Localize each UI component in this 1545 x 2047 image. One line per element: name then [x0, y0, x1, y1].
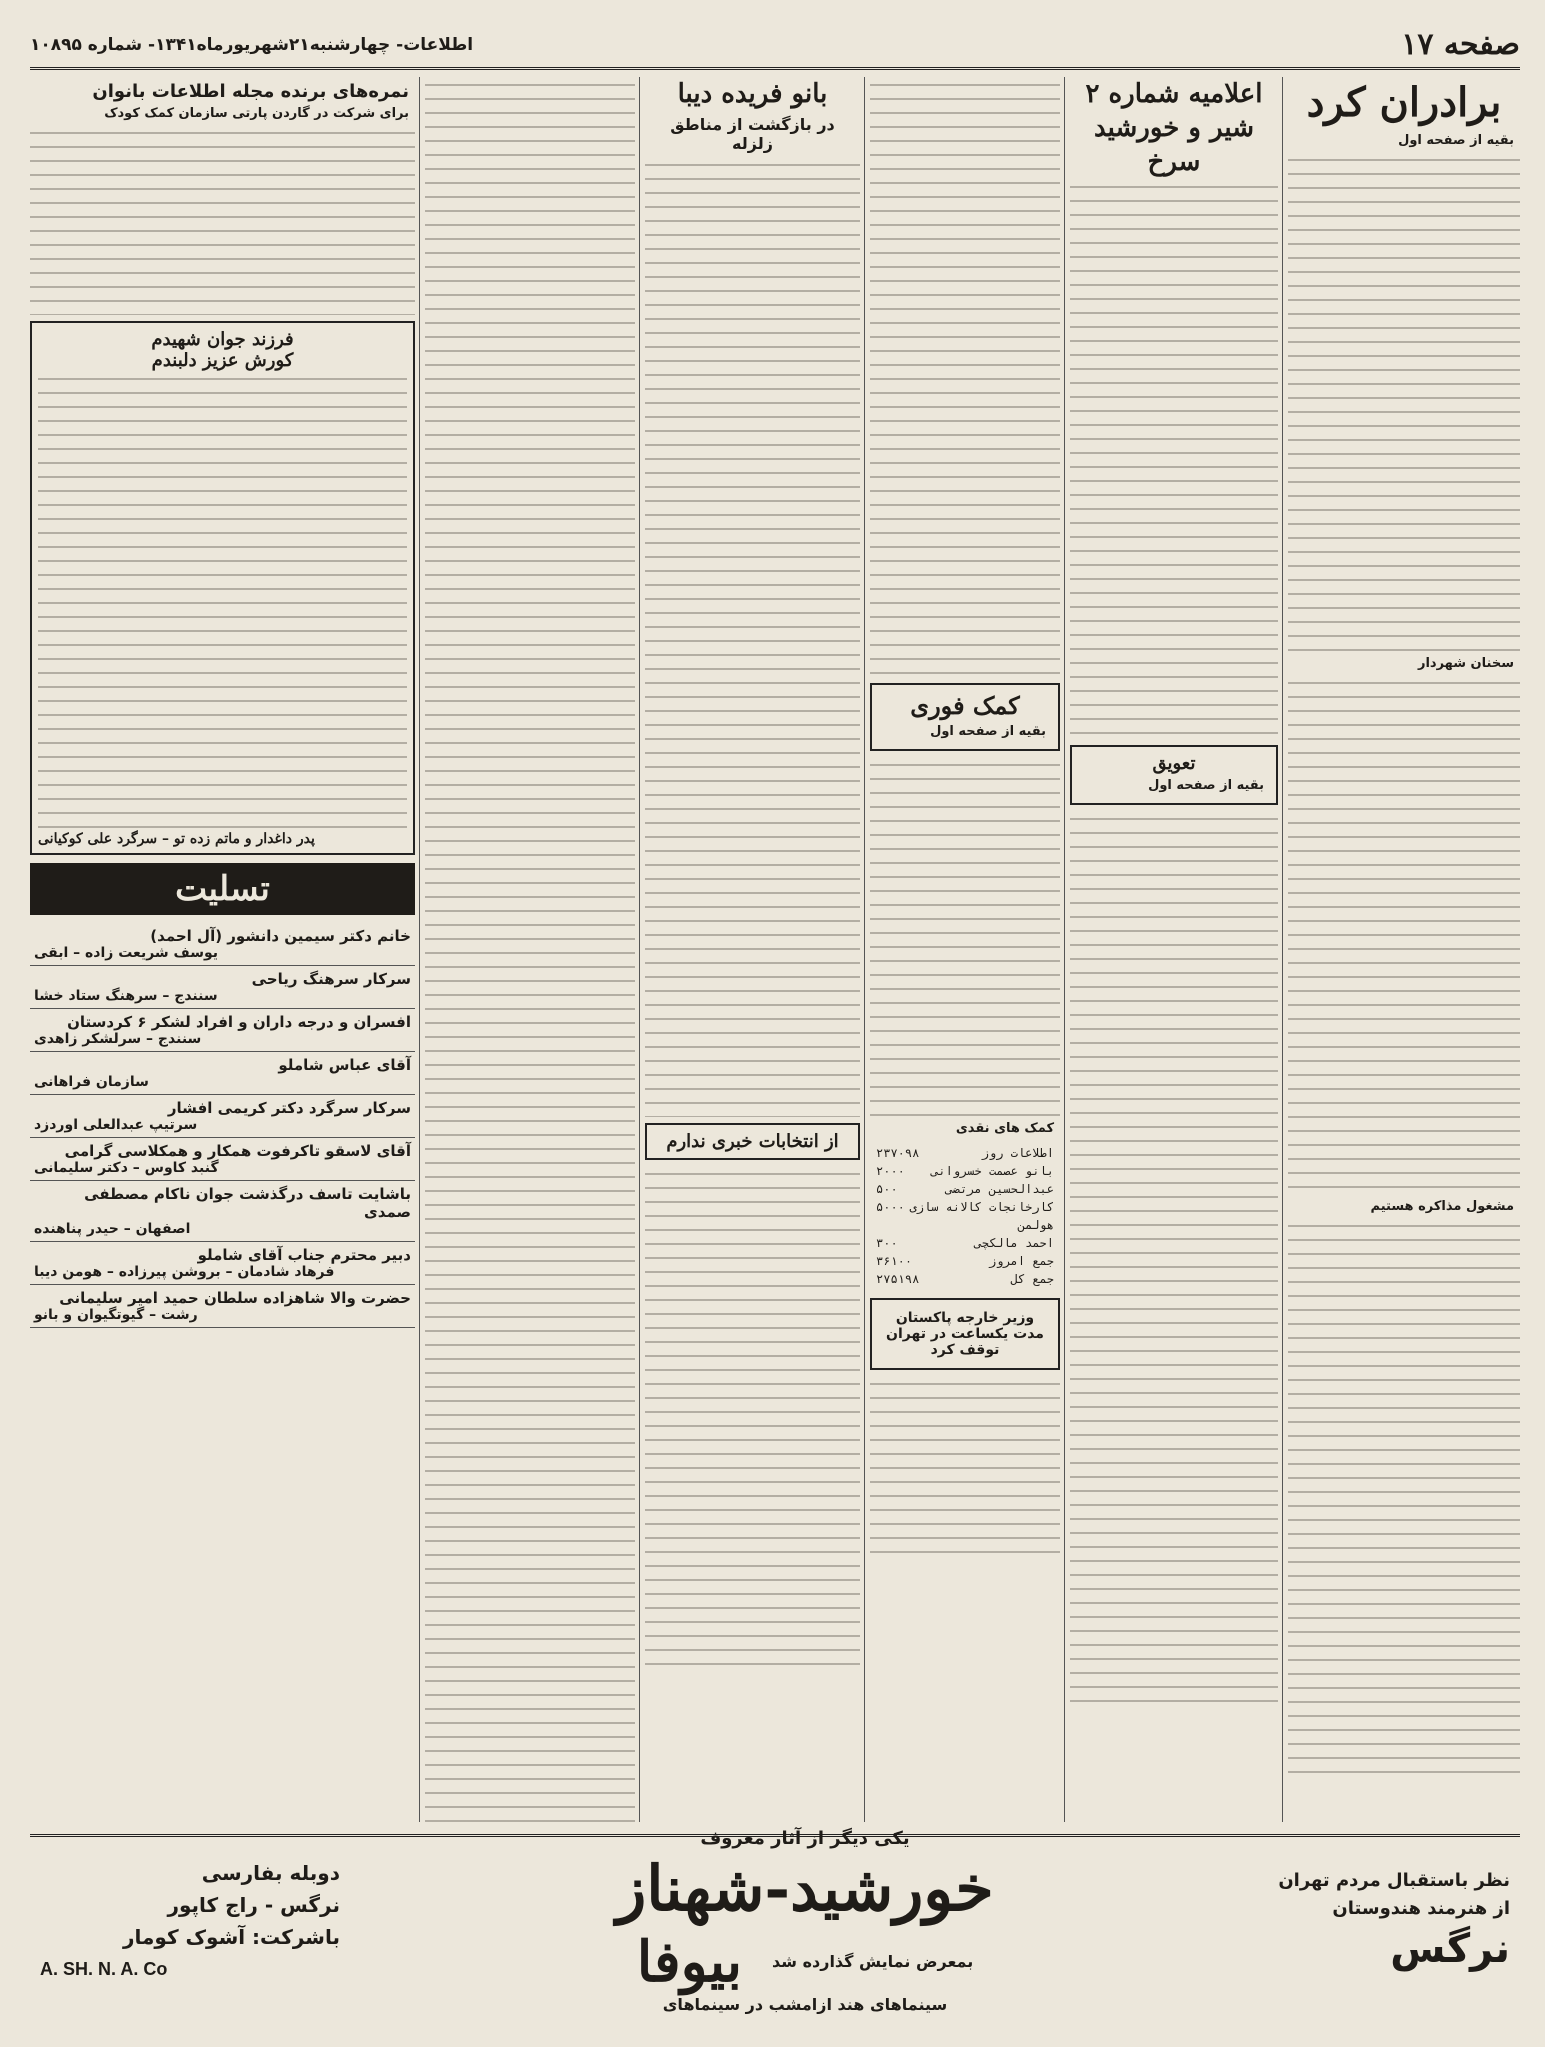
article-text-block — [870, 77, 1060, 677]
urgent-aid-box — [870, 683, 1060, 751]
condolence-item: آقای عباس شاملو سازمان فراهانی — [30, 1052, 415, 1095]
condolence-item: سرکار سرگرد دکتر کریمی افشار سرتیپ عبدالعلی اوردزد — [30, 1095, 415, 1138]
ad-left-text: دوبله بفارسی نرگس - راج کاپور باشرکت: آشوک کومار A. SH. N. A. Co — [40, 1857, 340, 1985]
ad-right-text: نظر باستقبال مردم تهران از هنرمند هندوستان نرگس — [1270, 1867, 1510, 1975]
actor-name: نرگس — [1390, 1925, 1510, 1972]
condolence-banner: تسلیت — [30, 863, 415, 915]
donation-row: جمع امروز ۳۶۱۰۰ — [876, 1254, 1054, 1268]
ad-center: یکی دیگر از آثار معروف خورشید-شهناز بمعرض نمایش گذارده شد بیوفا سینماهای هند ازامشب در سینماهای — [340, 1828, 1270, 2014]
article-text-block — [1288, 675, 1520, 1195]
article-text-block — [1070, 811, 1278, 1711]
pakistan-minister-box: وزیر خارجه پاکستان مدت یکساعت در تهران توقف کرد — [870, 1298, 1060, 1370]
movie-title: خورشید-شهناز — [616, 1851, 994, 1925]
condolence-item: حضرت والا شاهزاده سلطان حمید امیر سلیمانی رشت – گیوتگیوان و بانو — [30, 1285, 415, 1328]
donations-list — [870, 1140, 1060, 1292]
donation-row: اطلاعات روز ۲۳۷۰۹۸ — [876, 1146, 1054, 1160]
article-text-block — [645, 1166, 860, 1666]
page-header — [30, 22, 1520, 70]
box-title: تعویق — [1152, 753, 1196, 774]
column-rule — [639, 77, 640, 1822]
column-urgent-aid — [870, 77, 1060, 1822]
donation-row: بانو عصمت خسروانی ۲۰۰۰ — [876, 1164, 1054, 1178]
article-text-block — [425, 77, 635, 1822]
headline-farideh-diba: بانو فریده دیبا — [677, 79, 828, 109]
condolence-item: سرکار سرهنگ ریاحی سنندج – سرهنگ ستاد خشا — [30, 966, 415, 1009]
article-text-block — [870, 1376, 1060, 1556]
movie-brand: بیوفا — [636, 1928, 743, 1995]
subhead: در بازگشت از مناطق زلزله — [670, 115, 835, 153]
memorial-box — [30, 321, 415, 855]
company-name: A. SH. N. A. Co — [40, 1958, 168, 1979]
subhead: برای شرکت در گاردن پارتی سازمان کمک کودک — [104, 106, 409, 121]
box-subtitle: بقیه از صفحه اول — [930, 724, 1046, 739]
column-continued — [425, 77, 635, 1822]
donation-row: عبدالحسین مرتضی ۵۰۰ — [876, 1182, 1054, 1196]
article-text-block — [1070, 179, 1278, 739]
newspaper-page — [30, 22, 1520, 2032]
subhead: سخنان شهردار — [1417, 656, 1514, 671]
box-title: کمک فوری — [910, 691, 1020, 720]
memorial-title: فرزند جوان شهیدم — [151, 329, 294, 350]
subhead: مشغول مذاکره هستیم — [1370, 1199, 1514, 1214]
column-rule — [419, 77, 420, 1822]
box-subtitle: بقیه از صفحه اول — [1148, 778, 1264, 793]
condolence-item: آقای لاسقو تاکرفوت همکار و همکلاسی گرامی گنبد کاوس – دکتر سلیمانی — [30, 1138, 415, 1181]
donations-title: کمک های نقدی — [955, 1121, 1054, 1136]
column-rule — [864, 77, 865, 1822]
condolence-item: دبیر محترم جناب آقای شاملو فرهاد شادمان – بروشن پیرزاده – هومن دیبا — [30, 1242, 415, 1285]
column-rule — [1282, 77, 1283, 1822]
column-farideh-diba — [645, 77, 860, 1822]
continued-label: بقیه از صفحه اول — [1398, 133, 1514, 148]
article-text-block — [870, 757, 1060, 1117]
condolence-item: باشایت تاسف درگذشت جوان ناکام مصطفی صمدی اصفهان – حیدر پناهنده — [30, 1181, 415, 1242]
movie-advertisement — [30, 1827, 1520, 2014]
donation-row: احمد مالکچی ۳۰۰ — [876, 1236, 1054, 1250]
donation-row: جمع کل ۲۷۵۱۹۸ — [876, 1272, 1054, 1286]
headline-red-lion-sun: اعلامیه شماره ۲ شیر و خورشید سرخ — [1085, 79, 1263, 177]
column-kurdish-brothers — [1288, 77, 1520, 1822]
memorial-name: کورش عزیز دلبندم — [151, 350, 294, 371]
donation-row: کارخانجات کالانه سازی هولمن ۵۰۰۰ — [876, 1200, 1054, 1232]
article-text-block — [1288, 1218, 1520, 1778]
condolence-item: افسران و درجه داران و افراد لشکر ۶ کردستان سنندج – سرلشکر زاهدی — [30, 1009, 415, 1052]
memorial-text — [38, 371, 407, 831]
condolence-item: خانم دکتر سیمین دانشور (آل احمد) یوسف شریعت زاده – ابقی — [30, 923, 415, 966]
article-text-block — [1288, 152, 1520, 652]
postponement-box — [1070, 745, 1278, 805]
column-red-lion-sun — [1070, 77, 1278, 1822]
headline-women-magazine: نمره‌های برنده مجله اطلاعات بانوان — [92, 81, 409, 102]
article-text-block — [645, 157, 860, 1117]
column-notices — [30, 77, 415, 1822]
headline-kurdish-brothers: برادران کرد — [1306, 79, 1502, 126]
elections-box — [645, 1123, 860, 1160]
column-rule — [1064, 77, 1065, 1822]
box-title: از انتخابات خبری ندارم — [666, 1131, 839, 1152]
page-number: صفحه ۱۷ — [1401, 27, 1520, 62]
issue-line: اطلاعات- چهارشنبه۲۱شهریورماه۱۳۴۱- شماره ۱۰۸۹۵ — [30, 34, 474, 55]
memorial-sign: پدر داغدار و ماتم زده تو – سرگرد علی کوکیانی — [38, 831, 315, 847]
article-text-block — [30, 125, 415, 315]
